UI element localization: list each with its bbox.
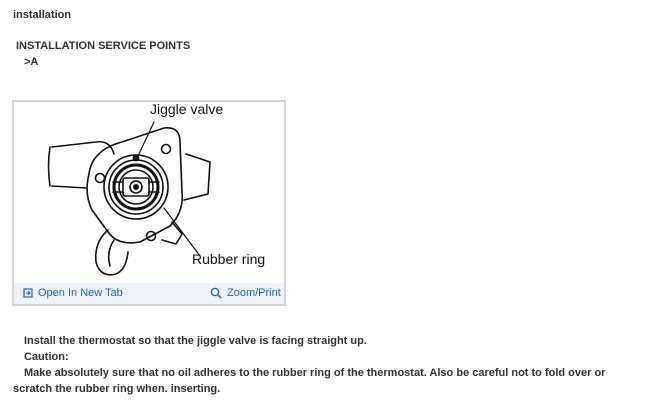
rubber-ring-label: Rubber ring bbox=[192, 251, 266, 267]
figure-frame bbox=[12, 100, 286, 306]
zoom-print-label: Zoom/Print bbox=[227, 287, 281, 299]
instruction-text: Install the thermostat so that the jiggle valve is facing straight up. bbox=[24, 335, 367, 347]
caution-label: Caution: bbox=[24, 351, 69, 363]
open-in-new-tab-label: Open In New Tab bbox=[38, 287, 123, 299]
magnifier-icon bbox=[210, 287, 222, 299]
open-in-new-tab-link[interactable] bbox=[23, 287, 123, 299]
new-tab-icon bbox=[23, 288, 33, 298]
figure-action-bar bbox=[14, 283, 284, 304]
caution-text: Make absolutely sure that no oil adheres to the rubber ring of the thermostat. Also be careful not to fold over or scratch the rubber ring when. inserting. bbox=[13, 367, 606, 395]
page-title: installation bbox=[13, 9, 72, 21]
step-marker: >A bbox=[24, 56, 39, 68]
jiggle-valve-label: Jiggle valve bbox=[150, 102, 224, 117]
zoom-print-link[interactable] bbox=[210, 287, 281, 299]
thermostat-diagram bbox=[14, 102, 284, 282]
section-heading: INSTALLATION SERVICE POINTS bbox=[16, 40, 191, 52]
